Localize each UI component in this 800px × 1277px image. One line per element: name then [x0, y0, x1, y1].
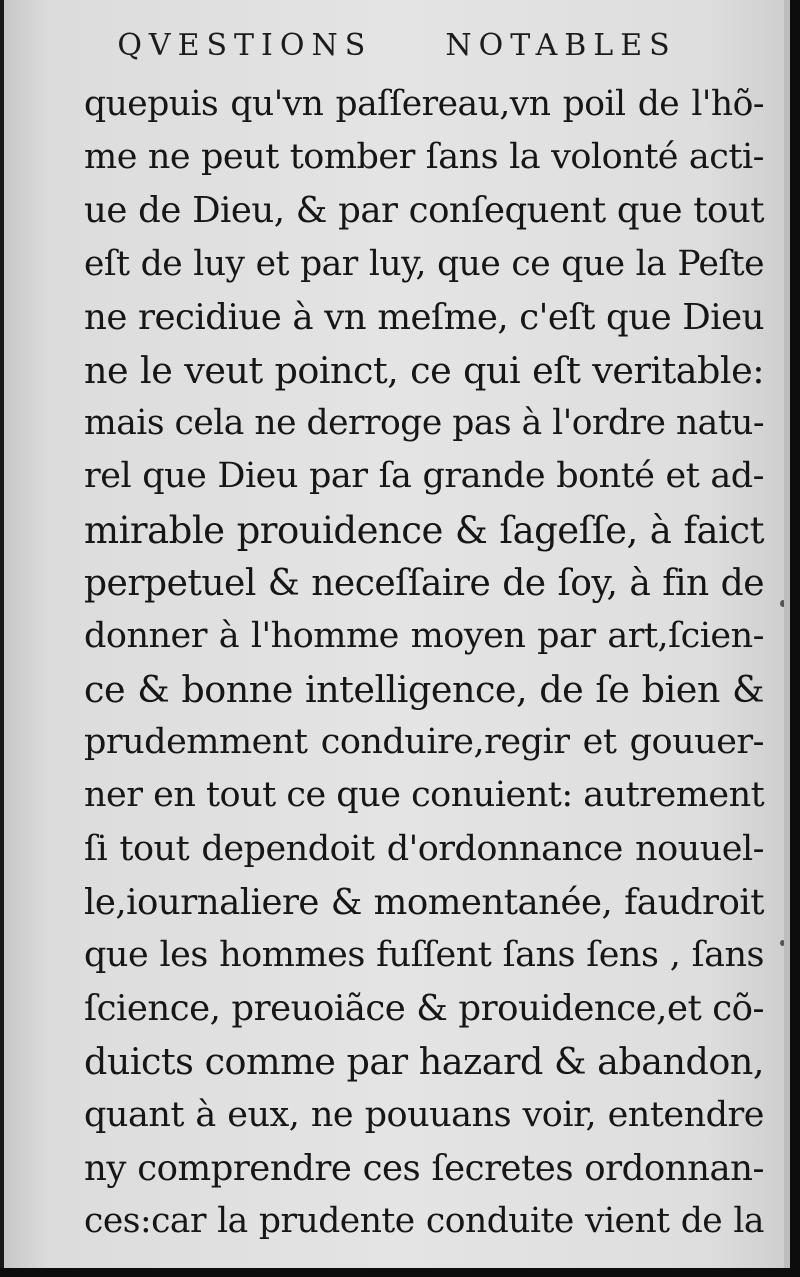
text-line: duicts comme par hazard & abandon, — [84, 1040, 764, 1084]
text-line: me ne peut tomber ſans la volonté acti- — [84, 137, 764, 178]
text-line: ne le veut poinct, ce qui eſt veritable: — [84, 348, 764, 392]
text-line: ner en tout ce que conuient: autrement — [84, 775, 765, 816]
scan-border-right — [790, 0, 800, 1277]
body-text — [84, 78, 764, 1248]
text-line: ſcience, preuoiãce & prouidence,et cõ- — [84, 988, 764, 1030]
text-line: ny comprendre ces ſecretes ordonnan- — [84, 1147, 764, 1189]
running-head-left: QVESTIONS — [117, 28, 373, 63]
text-line: ces:car la prudente conduite vient de la — [84, 1200, 764, 1241]
running-head-right: NOTABLES — [445, 28, 677, 63]
ink-speck — [780, 940, 785, 946]
text-line: quepuis qu'vn paſſereau,vn poil de l'hõ- — [84, 84, 764, 124]
ink-speck — [780, 600, 786, 607]
text-line: le,iournaliere & momentanée, faudroit — [84, 881, 764, 923]
text-line: ne recidiue à vn meſme, c'eſt que Dieu — [84, 296, 764, 338]
text-line: donner à l'homme moyen par art,ſcien- — [84, 615, 764, 656]
book-page — [4, 0, 790, 1268]
text-line: rel que Dieu par ſa grande bonté et ad- — [84, 456, 764, 497]
scan-border-bottom — [0, 1268, 800, 1277]
text-line: prudemment conduire,regir et gouuer- — [84, 722, 764, 763]
text-line: ſi tout dependoit d'ordonnance nouuel- — [84, 828, 764, 869]
text-line: ue de Dieu, & par conſequent que tout — [84, 190, 764, 232]
text-line: quant à eux, ne pouuans voir, entendre — [84, 1094, 764, 1135]
text-line: mirable prouidence & ſageſſe, à faict — [84, 508, 764, 552]
text-line: perpetuel & neceſſaire de ſoy, à fin de — [84, 562, 764, 604]
text-line: mais cela ne derroge pas à l'ordre natu- — [84, 403, 764, 444]
text-line: ce & bonne intelligence, de ſe bien & — [84, 668, 764, 712]
text-line: que les hommes fuſſent ſans ſens , ſans — [84, 935, 764, 975]
running-head — [4, 28, 790, 63]
text-line: eſt de luy et par luy, que ce que la Peſte — [84, 243, 764, 284]
